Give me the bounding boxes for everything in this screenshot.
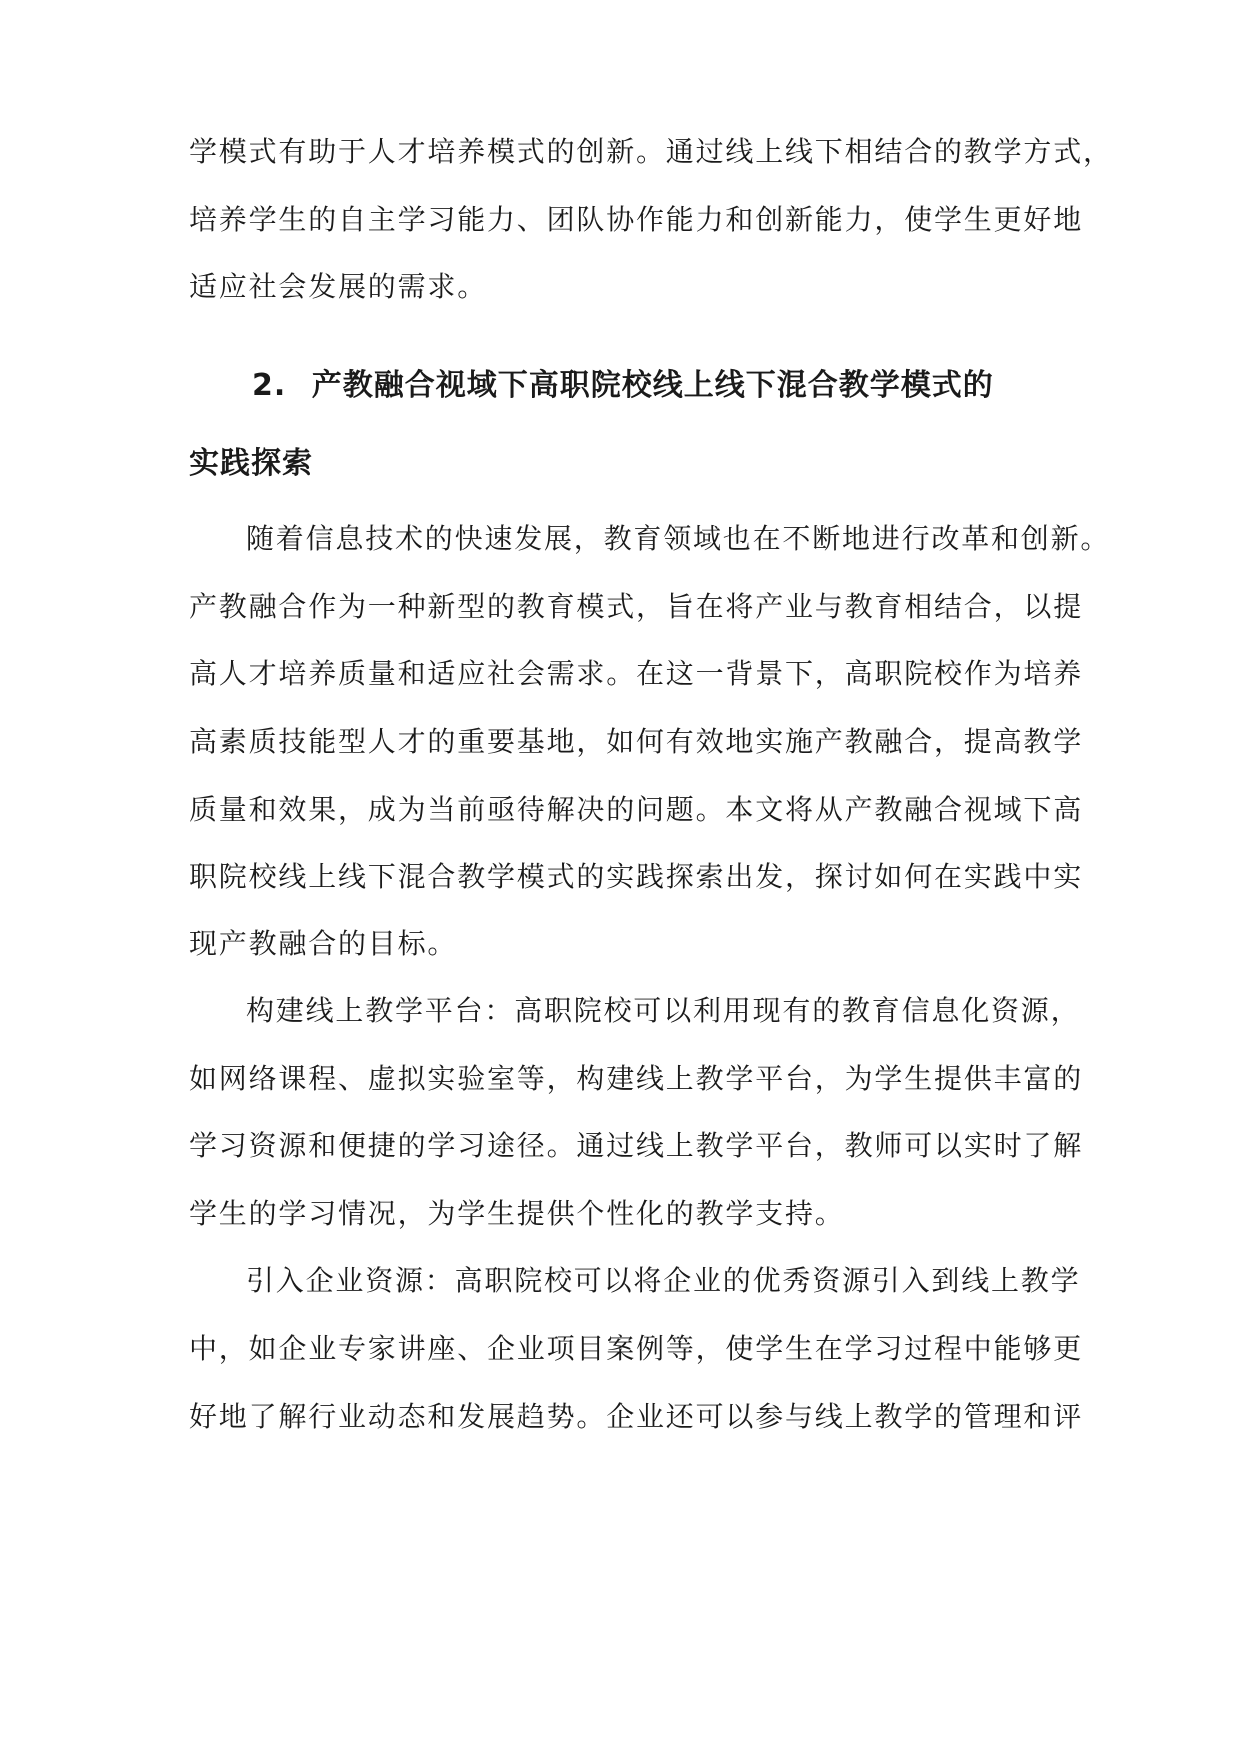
section-title-line2: 实践探索	[189, 446, 313, 481]
paragraph-line: 如网络课程、虚拟实验室等，构建线上教学平台，为学生提供丰富的	[189, 1062, 1084, 1095]
paragraph-line: 培养学生的自主学习能力、团队协作能力和创新能力，使学生更好地	[189, 203, 1084, 236]
paragraph-line: 随着信息技术的快速发展，教育领域也在不断地进行改革和创新。	[246, 522, 1111, 555]
paragraph-line: 现产教融合的目标。	[189, 927, 458, 960]
paragraph-line: 学模式有助于人才培养模式的创新。通过线上线下相结合的教学方式，	[189, 135, 1113, 168]
paragraph-line: 高素质技能型人才的重要基地，如何有效地实施产教融合，提高教学	[189, 725, 1084, 758]
paragraph-line: 学生的学习情况，为学生提供个性化的教学支持。	[189, 1197, 845, 1230]
section-heading	[252, 366, 1132, 406]
paragraph-line: 构建线上教学平台：高职院校可以利用现有的教育信息化资源，	[246, 994, 1081, 1027]
paragraph-line: 引入企业资源：高职院校可以将企业的优秀资源引入到线上教学	[246, 1264, 1081, 1297]
section-number: 2.	[252, 368, 287, 403]
paragraph-line: 产教融合作为一种新型的教育模式，旨在将产业与教育相结合，以提	[189, 590, 1084, 623]
paragraph-line: 职院校线上线下混合教学模式的实践探索出发，探讨如何在实践中实	[189, 860, 1084, 893]
paragraph-line: 好地了解行业动态和发展趋势。企业还可以参与线上教学的管理和评	[189, 1400, 1084, 1433]
paragraph-line: 学习资源和便捷的学习途径。通过线上教学平台，教师可以实时了解	[189, 1129, 1084, 1162]
paragraph-line: 高人才培养质量和适应社会需求。在这一背景下，高职院校作为培养	[189, 657, 1084, 690]
paragraph-line: 中，如企业专家讲座、企业项目案例等，使学生在学习过程中能够更	[189, 1332, 1084, 1365]
section-title-line1: 产教融合视域下高职院校线上线下混合教学模式的	[311, 368, 994, 403]
paragraph-line: 适应社会发展的需求。	[189, 270, 488, 303]
paragraph-line: 质量和效果，成为当前亟待解决的问题。本文将从产教融合视域下高	[189, 793, 1084, 826]
